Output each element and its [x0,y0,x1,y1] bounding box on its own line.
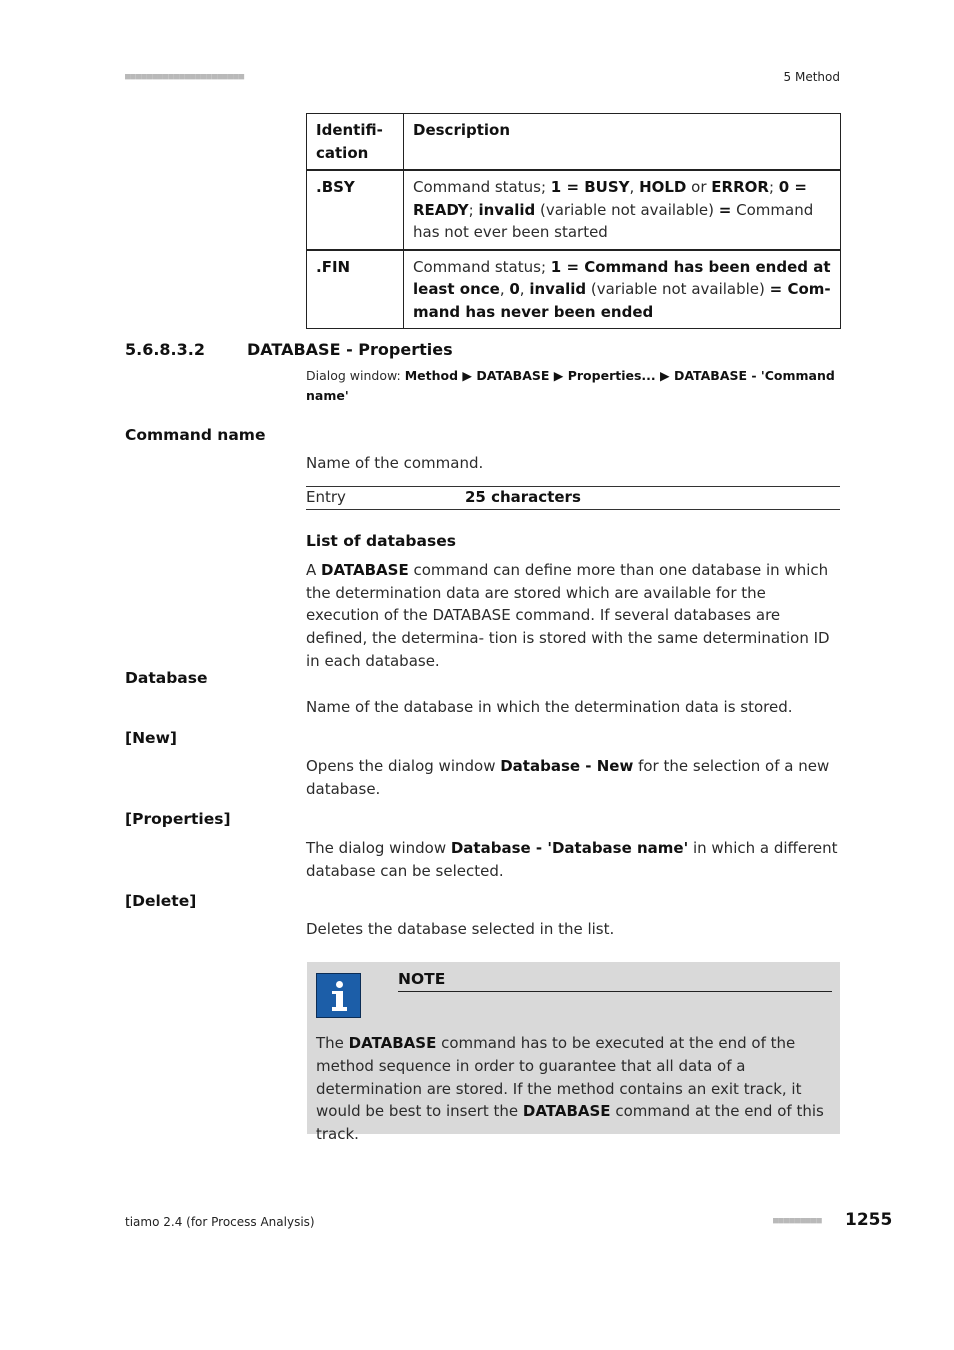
command-name-description: Name of the command. [306,454,484,472]
note-title: NOTE [398,970,832,992]
table-cell-description: Command status; 1 = BUSY, HOLD or ERROR; 0 = READY; invalid (variable not available) = Command has not ever been started [404,170,841,250]
footer-product: tiamo 2.4 (for Process Analysis) [125,1215,315,1229]
properties-button-label: [Properties] [125,810,231,828]
info-icon [316,973,361,1018]
list-of-databases-description: A DATABASE command can define more than one database in which the determination data are stored which are available for the execution of the DATABASE command. If several databases are defined, the determina- tion is stored with the same determination ID in each database. [306,561,830,670]
database-label: Database [125,669,208,687]
delete-button-label: [Delete] [125,892,197,910]
header-decoration: ■■■■■■■■■■■■■■■■■■■■■■ [125,72,245,82]
database-description: Name of the database in which the determination data is stored. [306,698,793,716]
table-header-description: Description [404,114,841,171]
entry-key: Entry [306,488,346,506]
chapter-title: 5 Method [783,70,840,84]
entry-value: 25 characters [465,488,581,506]
section-number: 5.6.8.3.2 [125,340,205,359]
properties-button-description: The dialog window Database - 'Database name' in which a different database can be selected. [306,839,838,880]
table-cell-id: .FIN [307,250,404,329]
table-cell-id: .BSY [307,170,404,250]
table-row [307,170,841,250]
identification-table [306,113,841,329]
note-text: The DATABASE command has to be executed at the end of the method sequence in order to guarantee that all data of a determination are stored. If the method contains an exit track, it would be best to insert the DATABASE command at the end of this track. [316,1034,824,1144]
breadcrumb: Dialog window: Method ▶ DATABASE ▶ Properties... ▶ DATABASE - 'Command name' [306,368,835,403]
list-of-databases-title: List of databases [306,532,456,550]
note-box [307,962,840,1144]
table-row [307,250,841,329]
delete-button-description: Deletes the database selected in the list. [306,920,615,938]
table-header-identification: Identifi- cation [307,114,404,171]
new-button-description: Opens the dialog window Database - New for the selection of a new database. [306,757,830,798]
entry-table [306,486,840,510]
table-cell-description: Command status; 1 = Command has been ended at least once, 0, invalid (variable not available) = Com- mand has never been ended [404,250,841,329]
table-header-row [307,114,841,171]
new-button-label: [New] [125,729,177,747]
section-title: DATABASE - Properties [247,340,453,359]
command-name-label: Command name [125,426,266,444]
footer-decoration: ■■■■■■■■■ [773,1216,822,1226]
page-number: 1255 [845,1210,893,1230]
